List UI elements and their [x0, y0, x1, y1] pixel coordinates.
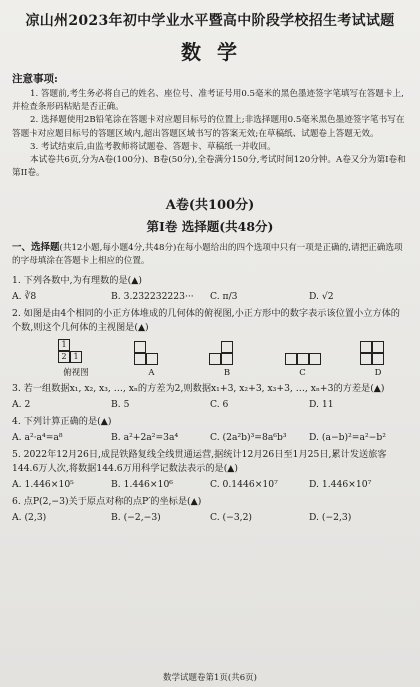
mc-desc: (共12小题,每小题4分,共48分)在每小题给出的四个选项中只有一项是正确的,请把正确选项的字母填涂在答题卡上相应的位置。	[12, 243, 403, 267]
note-item: 2. 选择题使用2B铅笔涂在答题卡对应题目标号的位置上;非选择题用0.5毫米黑色墨迹签字笔书写在答题卡对应题目标号的答题区域内,超出答题区域书写的答案无效;在草稿纸、试题卷上答题无效。	[12, 115, 405, 139]
front-view-c	[285, 341, 321, 365]
option-c: C. (2a²b)³=8a⁶b³	[210, 432, 287, 444]
question-1-stem: 1. 下列各数中,为有理数的是(▲)	[12, 275, 142, 287]
option-d: D. 1.446×10⁷	[309, 479, 372, 491]
option-a: A. ∛8	[12, 291, 37, 303]
top-view-cell: 2	[58, 351, 70, 363]
option-d: D. (a−b)²=a²−b²	[309, 432, 386, 444]
top-view-cell: 1	[70, 351, 82, 363]
question-4-options	[12, 432, 408, 443]
note-item: 本试卷共6页,分为A卷(100分)、B卷(50分),全卷满分150分,考试时间120分钟。A卷又分为第I卷和第II卷。	[12, 155, 406, 179]
notes-heading: 注意事项:	[12, 73, 58, 85]
top-view-cell: 1	[58, 339, 70, 351]
fig-label-b: B	[223, 368, 231, 379]
question-2-figures	[12, 339, 408, 378]
question-3-options	[12, 399, 408, 410]
fig-label-a: A	[148, 368, 155, 379]
option-c: C. 0.1446×10⁷	[210, 479, 278, 491]
mc-head: 一、选择题	[12, 242, 60, 254]
note-item: 1. 答题前,考生务必将自己的姓名、座位号、准考证号用0.5毫米的黑色墨迹签字笔填写在答题卡上,并检查条形码粘贴是否正确。	[12, 89, 404, 113]
option-c: C. (−3,2)	[210, 512, 253, 524]
figure-d	[360, 341, 396, 378]
option-a: A. 2	[12, 399, 31, 411]
option-d: D. 11	[309, 399, 334, 411]
top-view-grid	[58, 339, 94, 363]
option-d: D. (−2,3)	[309, 512, 352, 524]
question-5-stem: 5. 2022年12月26日,成昆铁路复线全线贯通运营,据统计12月26日至1月25日,累计发送旅客144.6万人次,将数据144.6万用科学记数法表示的是(▲)	[12, 449, 387, 475]
question-1-options	[12, 291, 408, 302]
question-2-stem: 2. 如图是由4个相同的小正方体堆成的几何体的俯视图,小正方形中的数字表示该位置小立方体的个数,则这个几何体的主视图是(▲)	[12, 308, 400, 334]
section-a-title: A卷(共100分)	[165, 198, 255, 214]
option-a: A. 1.446×10⁵	[12, 479, 74, 491]
volume-title: 第I卷 选择题(共48分)	[146, 219, 274, 235]
option-b: B. 3.232232223···	[111, 291, 194, 303]
subject-title: 数学	[181, 40, 253, 64]
question-6-stem: 6. 点P(2,−3)关于原点对称的点P′的坐标是(▲)	[12, 496, 202, 508]
question-4-stem: 4. 下列计算正确的是(▲)	[12, 416, 112, 428]
figure-c	[285, 341, 321, 378]
question-6-options	[12, 512, 408, 523]
option-a: A. (2,3)	[12, 512, 47, 524]
page-footer: 数学试题卷第1页(共6页)	[163, 673, 257, 683]
figure-a	[134, 341, 170, 378]
front-view-b	[209, 341, 245, 365]
option-b: B. a²+2a²=3a⁴	[111, 432, 179, 444]
exam-title: 凉山州2023年初中学业水平暨高中阶段学校招生考试试题	[25, 13, 395, 29]
front-view-a	[134, 341, 170, 365]
figure-b	[209, 341, 245, 378]
question-5-options	[12, 479, 408, 490]
note-item: 3. 考试结束后,由监考教师将试题卷、答题卡、草稿纸一并收回。	[30, 141, 276, 152]
fig-label-d: D	[374, 368, 382, 379]
question-3-stem: 3. 若一组数据x₁, x₂, x₃, …, xₙ的方差为2,则数据x₁+3, x₂+3, x₃+3, …, xₙ+3的方差是(▲)	[12, 383, 385, 395]
top-view-figure	[58, 339, 94, 378]
option-c: C. π/3	[210, 291, 238, 303]
option-b: B. 5	[111, 399, 130, 411]
fig-label-top-view: 俯视图	[63, 368, 89, 379]
option-c: C. 6	[210, 399, 229, 411]
option-d: D. √2	[309, 291, 334, 303]
option-a: A. a²·a⁴=a⁸	[12, 432, 63, 444]
option-b: B. (−2,−3)	[111, 512, 161, 524]
front-view-d	[360, 341, 396, 365]
fig-label-c: C	[299, 368, 306, 379]
mc-section-header	[12, 241, 408, 268]
option-b: B. 1.446×10⁶	[111, 479, 173, 491]
